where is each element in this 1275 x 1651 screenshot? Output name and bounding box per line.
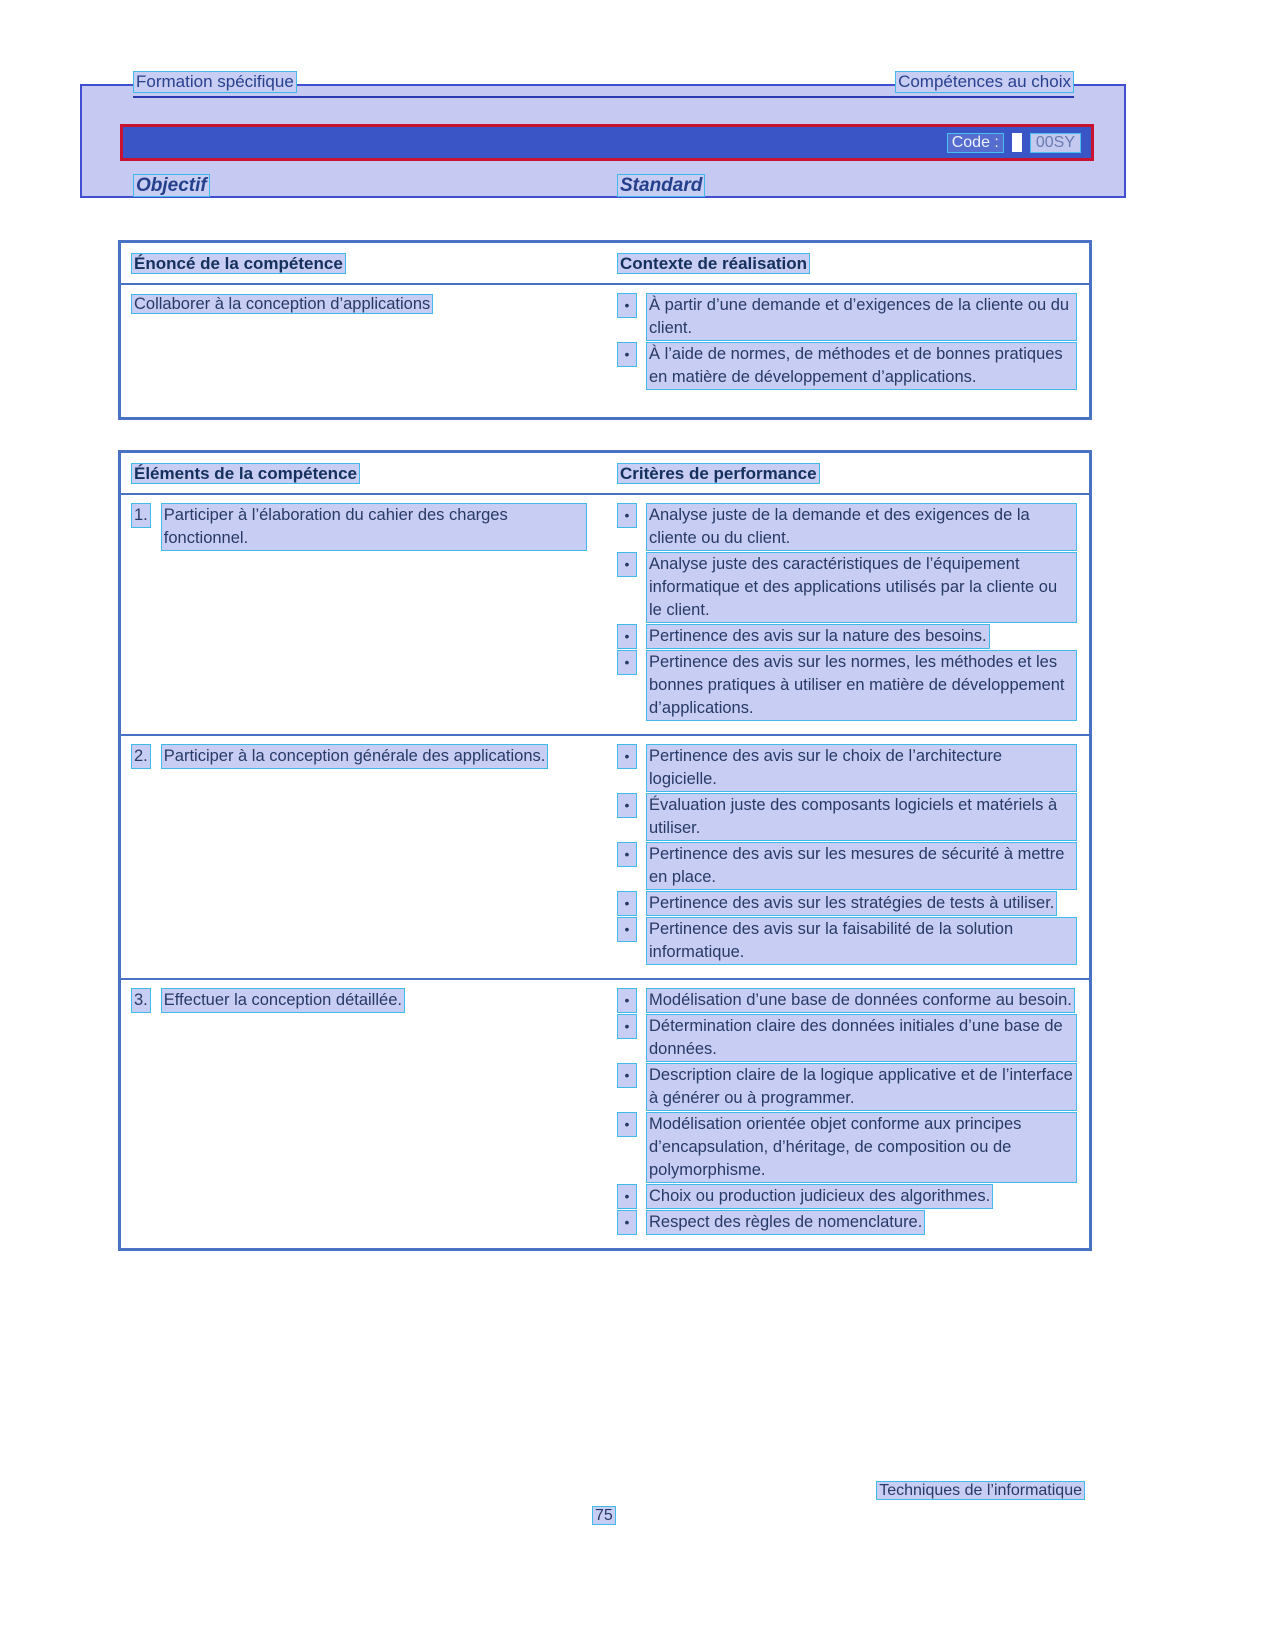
competence-table-row [121,285,1089,417]
criterion-text: Respect des règles de nomenclature. [646,1210,925,1235]
element-title-cell [121,744,607,966]
criterion-item [617,624,1077,649]
bullet-icon: • [617,793,637,818]
criterion-item [617,988,1077,1013]
standard-heading-label: Standard [617,174,705,197]
criterion-text: Évaluation juste des composants logiciels et matériels à utiliser. [646,793,1077,841]
criterion-text: Modélisation orientée objet conforme aux principes d’encapsulation, d’héritage, de composition ou de polymorphisme. [646,1112,1077,1183]
element-number: 2. [131,744,151,769]
bullet-icon: • [617,624,637,649]
criterion-text: Pertinence des avis sur la faisabilité de la solution informatique. [646,917,1077,965]
footer-page-number [592,1507,616,1525]
criteria-list [617,744,1077,965]
element-number: 1. [131,503,151,528]
bullet-icon: • [617,552,637,577]
context-text: À partir d’une demande et d’exigences de la cliente ou du client. [646,293,1077,341]
criterion-text: Modélisation d’une base de données conforme au besoin. [646,988,1075,1013]
criterion-item [617,917,1077,965]
context-item [617,342,1077,390]
footer-page-number-text: 75 [592,1506,616,1525]
bullet-icon: • [617,917,637,942]
header-right-label: Compétences au choix [895,71,1074,93]
bullet-icon: • [617,1184,637,1209]
criteria-list [617,988,1077,1235]
code-banner [120,124,1094,161]
element-title [131,744,591,769]
criterion-item [617,503,1077,551]
footer-document-title-text: Techniques de l’informatique [876,1481,1085,1500]
competence-table-header-left: Énoncé de la compétence [131,253,346,274]
footer-document-title [876,1482,1085,1500]
criterion-item [617,744,1077,792]
element-title-text: Effectuer la conception détaillée. [161,988,405,1013]
bullet-icon: • [617,650,637,675]
bullet-icon: • [617,842,637,867]
code-value: 00SY [1030,133,1081,153]
criteria-cell [607,503,1089,722]
criterion-text: Pertinence des avis sur les mesures de sécurité à mettre en place. [646,842,1077,890]
criterion-item [617,793,1077,841]
element-number: 3. [131,988,151,1013]
bullet-icon: • [617,1112,637,1137]
criterion-text: Analyse juste de la demande et des exigences de la cliente ou du client. [646,503,1077,551]
elements-table-header-left-cell [121,462,607,485]
criterion-item [617,1112,1077,1183]
objectif-heading-label: Objectif [133,174,210,197]
elements-table-header-right-cell [607,462,1089,485]
elements-table-header-right: Critères de performance [617,463,820,484]
bullet-icon: • [617,1210,637,1235]
element-title [131,988,591,1013]
element-title [131,503,591,551]
context-bullet-list [617,293,1077,390]
bullet-icon: • [617,1063,637,1088]
bullet-icon: • [617,891,637,916]
code-separator [1012,133,1022,152]
bullet-icon: • [617,503,637,528]
criterion-text: Description claire de la logique applicative et de l’interface à générer ou à programmer. [646,1063,1077,1111]
element-title-text: Participer à l’élaboration du cahier des charges fonctionnel. [161,503,587,551]
criterion-text: Détermination claire des données initiales d’une base de données. [646,1014,1077,1062]
criterion-item [617,552,1077,623]
context-cell [607,293,1089,405]
bullet-icon: • [617,342,637,367]
criterion-item [617,650,1077,721]
criteria-list [617,503,1077,721]
competence-statement-cell [121,293,607,405]
criterion-text: Pertinence des avis sur la nature des besoins. [646,624,990,649]
context-text: À l’aide de normes, de méthodes et de bonnes pratiques en matière de développement d’applications. [646,342,1077,390]
criterion-text: Pertinence des avis sur les normes, les méthodes et les bonnes pratiques à utiliser en matière de développement d’applications. [646,650,1077,721]
standard-heading [617,175,705,197]
criterion-item [617,891,1077,916]
code-label: Code : [947,133,1004,153]
competence-table [118,240,1092,420]
criterion-item [617,1063,1077,1111]
competence-table-header [121,243,1089,285]
criteria-cell [607,988,1089,1236]
criterion-text: Pertinence des avis sur le choix de l’architecture logicielle. [646,744,1077,792]
bullet-icon: • [617,988,637,1013]
criterion-text: Choix ou production judicieux des algorithmes. [646,1184,993,1209]
element-title-text: Participer à la conception générale des applications. [161,744,549,769]
elements-table-header [121,453,1089,495]
criteria-cell [607,744,1089,966]
element-row-2 [121,734,1089,978]
bullet-icon: • [617,293,637,318]
header-left-label: Formation spécifique [133,71,297,93]
criterion-text: Pertinence des avis sur les stratégies de tests à utiliser. [646,891,1057,916]
criterion-item [617,1014,1077,1062]
criterion-text: Analyse juste des caractéristiques de l’équipement informatique et des applications utilisés par la cliente ou le client. [646,552,1077,623]
elements-table-header-left: Éléments de la compétence [131,463,360,484]
element-title-cell [121,503,607,722]
competence-table-header-right-cell [607,252,1089,275]
page-header [133,71,1074,98]
criterion-item [617,1210,1077,1235]
objectif-heading [133,175,210,197]
element-row-1 [121,495,1089,734]
competence-table-header-left-cell [121,252,607,275]
competence-table-header-right: Contexte de réalisation [617,253,810,274]
criterion-item [617,1184,1077,1209]
element-row-3 [121,978,1089,1248]
elements-table [118,450,1092,1251]
competence-statement: Collaborer à la conception d’applications [131,294,433,314]
bullet-icon: • [617,744,637,769]
element-title-cell [121,988,607,1236]
bullet-icon: • [617,1014,637,1039]
context-item [617,293,1077,341]
criterion-item [617,842,1077,890]
